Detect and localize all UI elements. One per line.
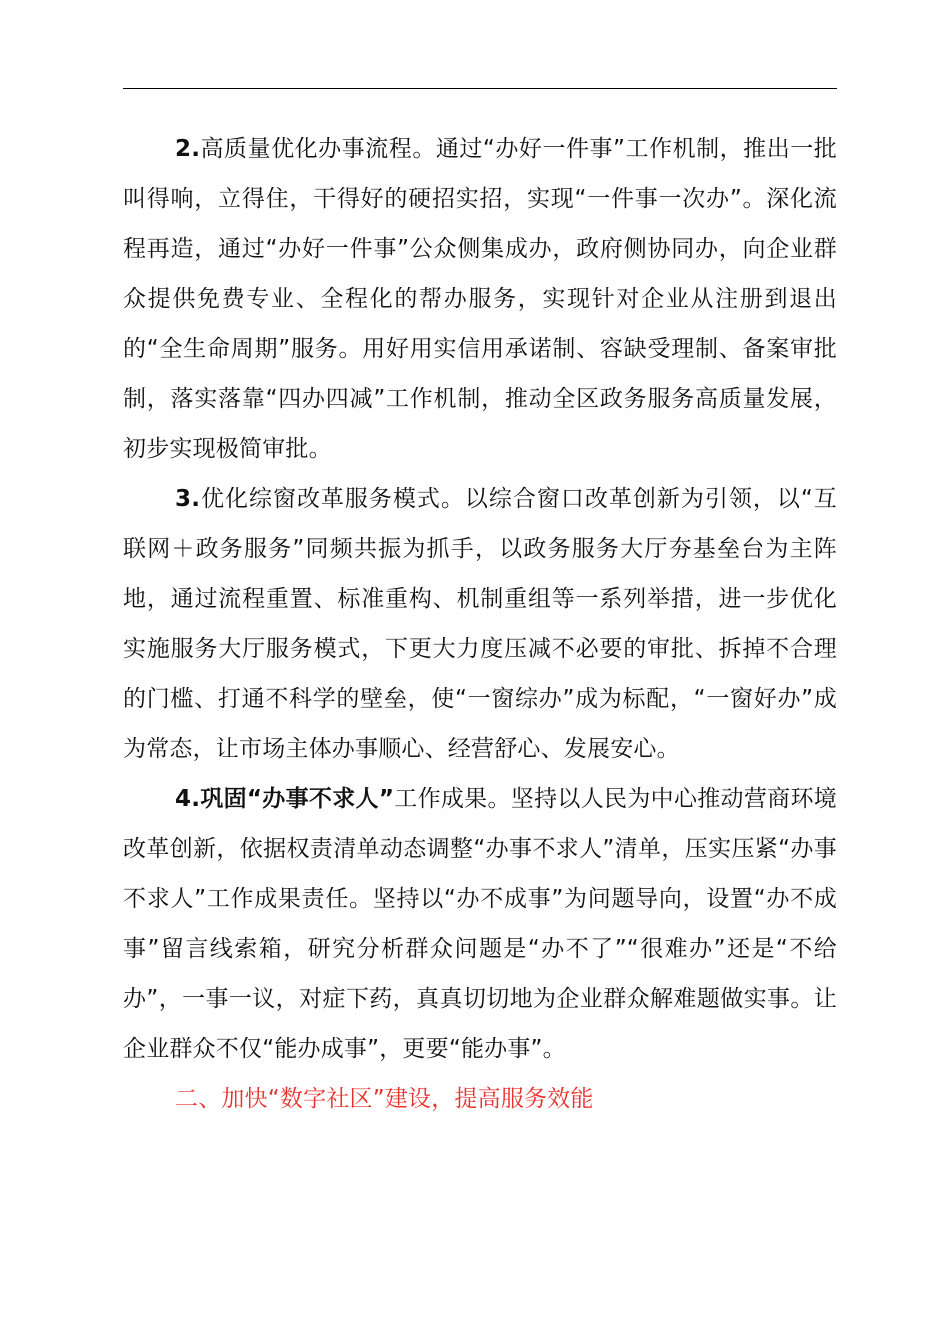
paragraph-number: 3. [175,486,201,512]
paragraph-text: 优化综窗改革服务模式。以综合窗口改革创新为引领，以“互联网＋政务服务”同频共振为抓手，以政务服务大厅夯基垒台为主阵地，通过流程重置、标准重构、机制重组等一系列举措，进一步优化实施服务大厅服务模式，下更大力度压减不必要的审批、拆掉不合理的门槛、打通不科学的壁垒，使“一窗综办”成为标配，“一窗好办”成为常态，让市场主体办事顺心、经营舒心、发展安心。 [123,486,837,762]
paragraph-number: 2. [175,136,201,162]
paragraph-2 [123,124,837,474]
paragraph-4 [123,774,837,1074]
header-rule [123,88,837,89]
section-heading: 二、加快“数字社区”建设，提高服务效能 [175,1086,594,1112]
paragraph-text: 高质量优化办事流程。通过“办好一件事”工作机制，推出一批叫得响，立得住，干得好的硬招实招，实现“一件事一次办”。深化流程再造，通过“办好一件事”公众侧集成办，政府侧协同办，向企业群众提供免费专业、全程化的帮办服务，实现针对企业从注册到退出的“全生命周期”服务。用好用实信用承诺制、容缺受理制、备案审批制，落实落靠“四办四减”工作机制，推动全区政务服务高质量发展，初步实现极简审批。 [123,136,837,462]
paragraph-text: 工作成果。坚持以人民为中心推动营商环境改革创新，依据权责清单动态调整“办事不求人”清单，压实压紧“办事不求人”工作成果责任。坚持以“办不成事”为问题导向，设置“办不成事”留言线索箱，研究分析群众问题是“办不了”“很难办”还是“不给办”，一事一议，对症下药，真真切切地为企业群众解难题做实事。让企业群众不仅“能办成事”，更要“能办事”。 [123,786,837,1062]
paragraph-lead: 巩固“办事不求人” [200,786,395,812]
paragraph-number: 4. [175,786,201,812]
document-body [123,124,837,1124]
paragraph-3 [123,474,837,774]
